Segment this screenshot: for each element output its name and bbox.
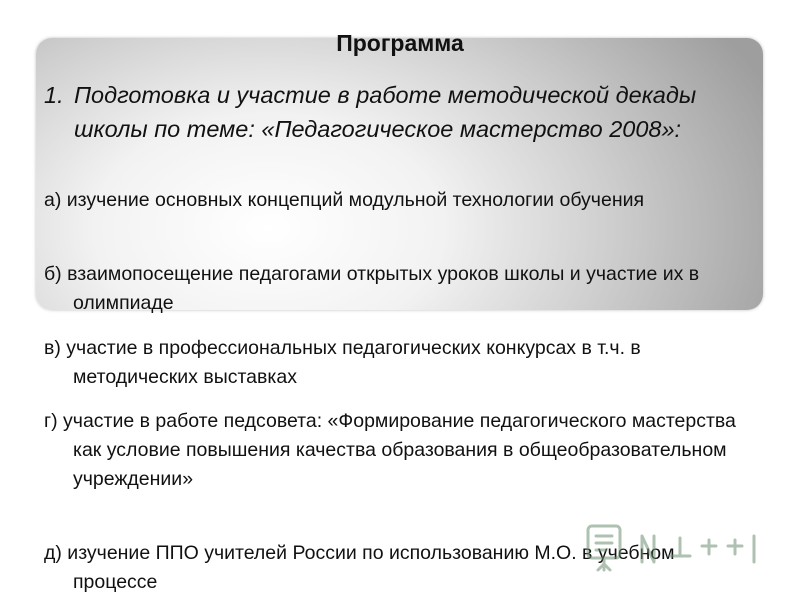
sub-item-b-text: взаимопосещение педагогами открытых уроков школы и участие их в олимпиаде xyxy=(67,263,700,314)
sub-item-d-text: участие в работе педсовета: «Формирование педагогического мастерства как условие повышения качества образования в общеобразовательном учреждении» xyxy=(63,410,736,490)
program-item-1-text: Подготовка и участие в работе методической декады школы по теме: «Педагогическое мастерство 2008»: xyxy=(74,82,697,142)
sub-item-a-marker: а) xyxy=(44,189,62,211)
sub-item-e-marker: д) xyxy=(44,542,62,564)
sub-item-c-marker: в) xyxy=(44,337,61,359)
site-logo-icon xyxy=(582,516,772,576)
sub-item-a-text: изучение основных концепций модульной технологии обучения xyxy=(66,189,645,211)
program-item-1 xyxy=(44,78,704,146)
sub-item-c-text: участие в профессиональных педагогических конкурсах в т.ч. в методических выставках xyxy=(66,337,641,388)
sub-item-d-marker: г) xyxy=(44,410,58,432)
sub-item-d xyxy=(44,407,763,494)
sub-item-e-text: изучение ППО учителей России по использованию М.О. в учебном процессе xyxy=(67,542,675,593)
sub-item-b xyxy=(44,260,763,318)
sub-item-a xyxy=(44,186,763,215)
sub-item-c xyxy=(44,334,763,392)
sub-item-b-marker: б) xyxy=(44,263,62,285)
slide-title: Программа xyxy=(336,30,464,56)
program-item-1-number: 1. xyxy=(44,82,64,108)
